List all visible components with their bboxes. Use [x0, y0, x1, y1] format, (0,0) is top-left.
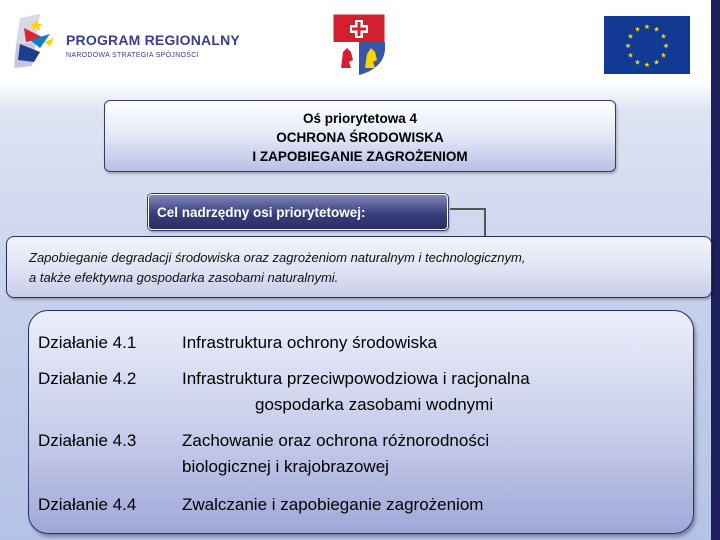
actions-list	[28, 310, 694, 534]
action-name-line1: Zachowanie oraz ochrona różnorodności	[182, 431, 490, 450]
action-number: Działanie 4.2	[38, 369, 137, 388]
svg-text:★: ★	[627, 51, 634, 60]
svg-text:★: ★	[662, 42, 670, 50]
action-name	[182, 428, 662, 480]
action-number: Działanie 4.3	[38, 431, 137, 450]
svg-text:★: ★	[660, 51, 667, 60]
action-name	[182, 330, 662, 356]
svg-text:★: ★	[660, 32, 667, 41]
goal-text-line2: a także efektywna gospodarka zasobami naturalnymi.	[29, 270, 339, 285]
svg-text:★: ★	[624, 42, 632, 50]
action-name-line2: gospodarka zasobami wodnymi	[255, 395, 494, 414]
priority-title-box	[104, 100, 616, 172]
slide-right-border	[711, 0, 720, 540]
eu-flag-icon	[604, 16, 690, 74]
action-name	[182, 366, 662, 418]
goal-description-box	[6, 236, 712, 298]
program-regionalny-logo-icon	[14, 14, 66, 70]
action-name-line1: Infrastruktura ochrony środowiska	[182, 333, 438, 352]
priority-axis-number: Oś priorytetowa 4	[302, 111, 418, 126]
action-name-line1: Zwalczanie i zapobieganie zagrożeniom	[182, 495, 484, 514]
program-logo	[14, 14, 254, 70]
action-name-line2: biologicznej i krajobrazowej	[182, 457, 389, 476]
goal-text-line1: Zapobieganie degradacji środowiska oraz zagrożeniom naturalnym i technologicznym,	[29, 250, 526, 265]
action-number: Działanie 4.4	[38, 495, 137, 514]
svg-text:★: ★	[634, 58, 641, 67]
svg-text:★: ★	[653, 25, 660, 34]
svg-text:★: ★	[627, 32, 634, 41]
svg-text:★: ★	[653, 58, 660, 67]
priority-axis-name-line2: I ZAPOBIEGANIE ZAGROŻENIOM	[252, 149, 468, 164]
program-title: PROGRAM REGIONALNY	[66, 32, 240, 48]
header	[0, 0, 720, 82]
goal-label: Cel nadrzędny osi priorytetowej:	[148, 194, 448, 230]
podkarpackie-crest-icon	[331, 12, 387, 76]
action-name-line1: Infrastruktura przeciwpowodziowa i racjonalna	[182, 369, 530, 388]
priority-axis-name-line1: OCHRONA ŚRODOWISKA	[276, 130, 444, 145]
svg-text:★: ★	[643, 61, 651, 69]
action-number: Działanie 4.1	[38, 333, 137, 352]
action-name	[182, 492, 662, 518]
svg-text:★: ★	[634, 25, 641, 34]
svg-text:★: ★	[643, 23, 651, 31]
program-subtitle: NARODOWA STRATEGIA SPÓJNOŚCI	[66, 52, 199, 59]
